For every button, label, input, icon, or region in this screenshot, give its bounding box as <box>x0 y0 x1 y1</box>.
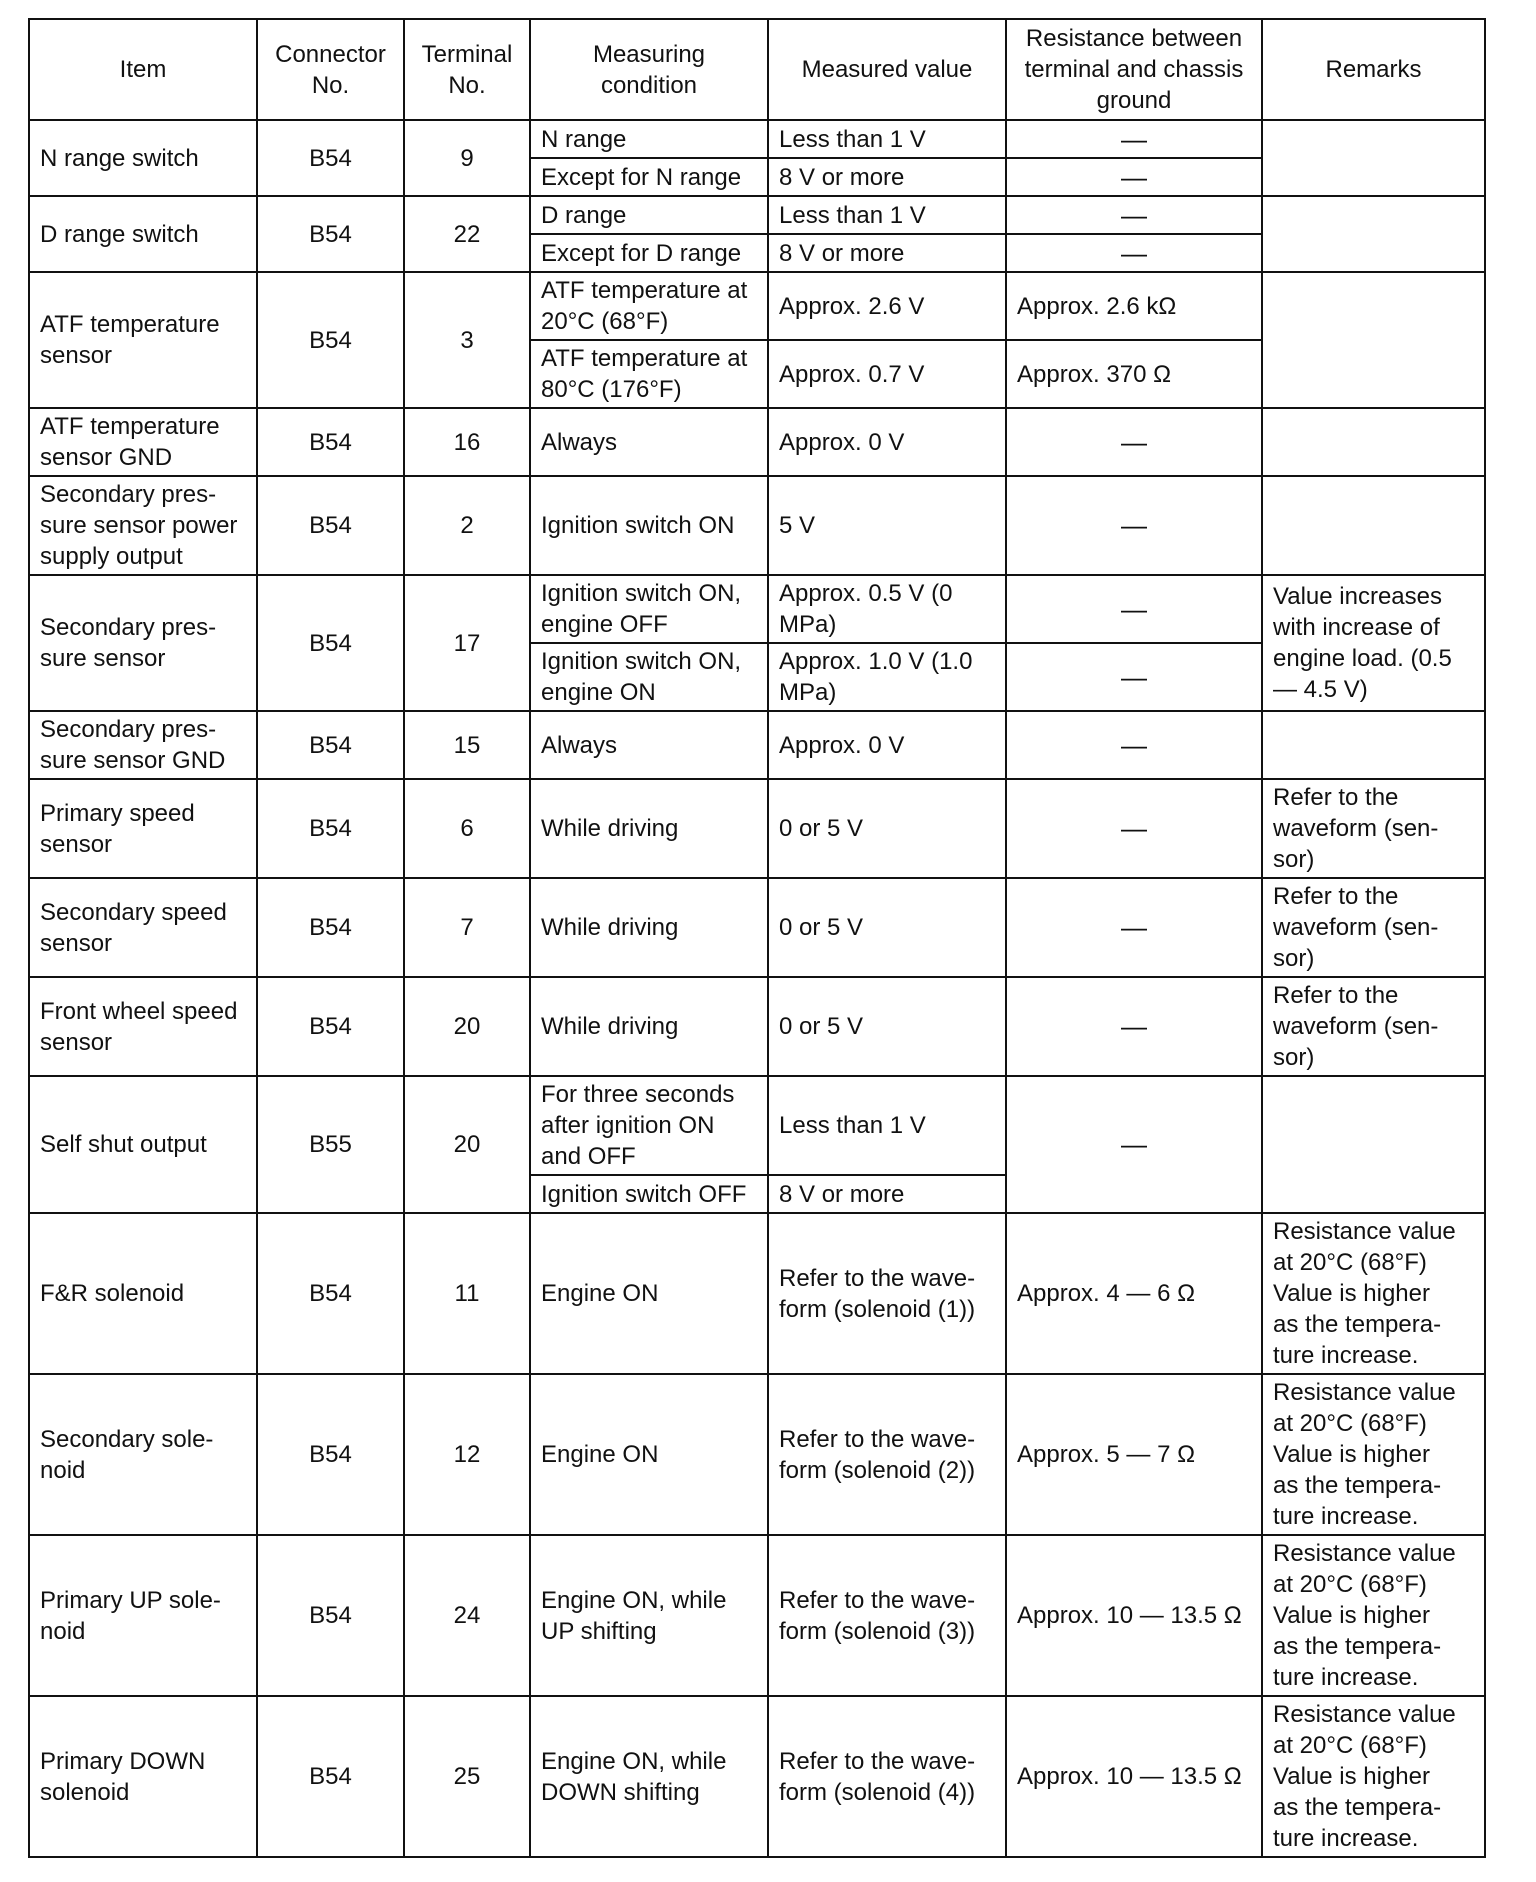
terminal-cell: 16 <box>404 408 530 476</box>
terminal-cell: 12 <box>404 1374 530 1535</box>
remarks-cell: Value increases with increase of engine load. (0.5 — 4.5 V) <box>1262 575 1485 711</box>
remarks-cell <box>1262 120 1485 196</box>
condition-cell: Engine ON <box>530 1213 768 1374</box>
resistance-cell: — <box>1006 878 1262 977</box>
value-cell: Less than 1 V <box>768 120 1006 158</box>
value-cell: Approx. 0.5 V (0 MPa) <box>768 575 1006 643</box>
value-cell: 8 V or more <box>768 158 1006 196</box>
table-row <box>29 575 1485 643</box>
resistance-cell: Approx. 5 — 7 Ω <box>1006 1374 1262 1535</box>
item-cell: Secondary pres- sure sensor GND <box>29 711 257 779</box>
terminal-cell: 6 <box>404 779 530 878</box>
connector-cell: B54 <box>257 779 404 878</box>
resistance-cell: Approx. 10 — 13.5 Ω <box>1006 1696 1262 1857</box>
value-cell: Approx. 2.6 V <box>768 272 1006 340</box>
value-cell: Approx. 1.0 V (1.0 MPa) <box>768 643 1006 711</box>
table-row <box>29 476 1485 575</box>
item-cell: Primary speed sensor <box>29 779 257 878</box>
value-cell: 0 or 5 V <box>768 878 1006 977</box>
terminal-cell: 11 <box>404 1213 530 1374</box>
terminal-cell: 7 <box>404 878 530 977</box>
remarks-cell: Refer to the waveform (sen- sor) <box>1262 779 1485 878</box>
terminal-cell: 3 <box>404 272 530 408</box>
condition-cell: While driving <box>530 977 768 1076</box>
condition-cell: Except for D range <box>530 234 768 272</box>
resistance-cell: — <box>1006 476 1262 575</box>
condition-cell: ATF temperature at 80°C (176°F) <box>530 340 768 408</box>
condition-cell: Engine ON, while UP shifting <box>530 1535 768 1696</box>
condition-cell: Always <box>530 711 768 779</box>
resistance-cell: — <box>1006 643 1262 711</box>
resistance-cell: — <box>1006 158 1262 196</box>
connector-cell: B54 <box>257 1696 404 1857</box>
resistance-cell: — <box>1006 408 1262 476</box>
value-cell: Less than 1 V <box>768 1076 1006 1175</box>
value-cell: 8 V or more <box>768 234 1006 272</box>
value-cell: Approx. 0 V <box>768 408 1006 476</box>
connector-cell: B54 <box>257 1374 404 1535</box>
item-cell: Primary DOWN solenoid <box>29 1696 257 1857</box>
connector-cell: B54 <box>257 575 404 711</box>
connector-cell: B54 <box>257 878 404 977</box>
condition-cell: Ignition switch ON, engine ON <box>530 643 768 711</box>
table-row <box>29 779 1485 878</box>
terminal-inspection-sheet <box>28 18 1484 1858</box>
connector-cell: B54 <box>257 196 404 272</box>
connector-cell: B54 <box>257 476 404 575</box>
remarks-cell: Resistance value at 20°C (68°F) Value is higher as the tempera- ture increase. <box>1262 1535 1485 1696</box>
terminal-cell: 25 <box>404 1696 530 1857</box>
value-cell: Approx. 0.7 V <box>768 340 1006 408</box>
condition-cell: While driving <box>530 878 768 977</box>
header-measuring-condition: Measuring condition <box>530 19 768 120</box>
condition-cell: While driving <box>530 779 768 878</box>
remarks-cell <box>1262 196 1485 272</box>
item-cell: Secondary pres- sure sensor power supply output <box>29 476 257 575</box>
condition-cell: Ignition switch OFF <box>530 1175 768 1213</box>
item-cell: Front wheel speed sensor <box>29 977 257 1076</box>
remarks-cell <box>1262 272 1485 408</box>
table-row <box>29 408 1485 476</box>
table-header <box>29 19 1485 120</box>
table-row <box>29 120 1485 158</box>
terminal-cell: 20 <box>404 977 530 1076</box>
connector-cell: B54 <box>257 408 404 476</box>
remarks-cell <box>1262 1076 1485 1213</box>
table-row <box>29 1374 1485 1535</box>
header-connector-no: Connector No. <box>257 19 404 120</box>
header-resistance: Resistance between terminal and chassis ground <box>1006 19 1262 120</box>
item-cell: Secondary sole- noid <box>29 1374 257 1535</box>
item-cell: ATF temperature sensor GND <box>29 408 257 476</box>
item-cell: N range switch <box>29 120 257 196</box>
resistance-cell: — <box>1006 1076 1262 1213</box>
condition-cell: N range <box>530 120 768 158</box>
remarks-cell: Resistance value at 20°C (68°F) Value is higher as the tempera- ture increase. <box>1262 1696 1485 1857</box>
value-cell: Refer to the wave- form (solenoid (3)) <box>768 1535 1006 1696</box>
condition-cell: Ignition switch ON <box>530 476 768 575</box>
condition-cell: Except for N range <box>530 158 768 196</box>
item-cell: ATF temperature sensor <box>29 272 257 408</box>
condition-cell: Engine ON <box>530 1374 768 1535</box>
connector-cell: B54 <box>257 977 404 1076</box>
resistance-cell: — <box>1006 575 1262 643</box>
table-row <box>29 1213 1485 1374</box>
remarks-cell <box>1262 408 1485 476</box>
value-cell: Refer to the wave- form (solenoid (1)) <box>768 1213 1006 1374</box>
table-body <box>29 120 1485 1857</box>
table-row <box>29 196 1485 234</box>
table-row <box>29 1076 1485 1175</box>
remarks-cell: Resistance value at 20°C (68°F) Value is higher as the tempera- ture increase. <box>1262 1213 1485 1374</box>
header-measured-value: Measured value <box>768 19 1006 120</box>
table-row <box>29 711 1485 779</box>
value-cell: 0 or 5 V <box>768 779 1006 878</box>
terminal-cell: 15 <box>404 711 530 779</box>
terminal-cell: 22 <box>404 196 530 272</box>
table-row <box>29 1535 1485 1696</box>
header-terminal-no: Terminal No. <box>404 19 530 120</box>
condition-cell: Ignition switch ON, engine OFF <box>530 575 768 643</box>
connector-cell: B54 <box>257 120 404 196</box>
condition-cell: For three seconds after ignition ON and OFF <box>530 1076 768 1175</box>
remarks-cell <box>1262 476 1485 575</box>
table-row <box>29 272 1485 340</box>
connector-cell: B54 <box>257 711 404 779</box>
value-cell: 0 or 5 V <box>768 977 1006 1076</box>
resistance-cell: Approx. 370 Ω <box>1006 340 1262 408</box>
value-cell: Refer to the wave- form (solenoid (2)) <box>768 1374 1006 1535</box>
item-cell: Secondary pres- sure sensor <box>29 575 257 711</box>
table-row <box>29 878 1485 977</box>
value-cell: Refer to the wave- form (solenoid (4)) <box>768 1696 1006 1857</box>
connector-cell: B54 <box>257 272 404 408</box>
condition-cell: Engine ON, while DOWN shifting <box>530 1696 768 1857</box>
value-cell: Approx. 0 V <box>768 711 1006 779</box>
remarks-cell <box>1262 711 1485 779</box>
value-cell: 8 V or more <box>768 1175 1006 1213</box>
resistance-cell: — <box>1006 234 1262 272</box>
condition-cell: ATF temperature at 20°C (68°F) <box>530 272 768 340</box>
resistance-cell: — <box>1006 977 1262 1076</box>
remarks-cell: Refer to the waveform (sen- sor) <box>1262 878 1485 977</box>
value-cell: 5 V <box>768 476 1006 575</box>
condition-cell: Always <box>530 408 768 476</box>
resistance-cell: — <box>1006 779 1262 878</box>
item-cell: Self shut output <box>29 1076 257 1213</box>
item-cell: Secondary speed sensor <box>29 878 257 977</box>
terminal-cell: 2 <box>404 476 530 575</box>
header-remarks: Remarks <box>1262 19 1485 120</box>
value-cell: Less than 1 V <box>768 196 1006 234</box>
item-cell: F&R solenoid <box>29 1213 257 1374</box>
terminal-cell: 20 <box>404 1076 530 1213</box>
terminal-cell: 24 <box>404 1535 530 1696</box>
remarks-cell: Refer to the waveform (sen- sor) <box>1262 977 1485 1076</box>
remarks-cell: Resistance value at 20°C (68°F) Value is higher as the tempera- ture increase. <box>1262 1374 1485 1535</box>
resistance-cell: Approx. 4 — 6 Ω <box>1006 1213 1262 1374</box>
resistance-cell: — <box>1006 120 1262 158</box>
terminal-cell: 9 <box>404 120 530 196</box>
header-item: Item <box>29 19 257 120</box>
header-row <box>29 19 1485 120</box>
table-row <box>29 977 1485 1076</box>
resistance-cell: — <box>1006 196 1262 234</box>
resistance-cell: Approx. 10 — 13.5 Ω <box>1006 1535 1262 1696</box>
connector-cell: B54 <box>257 1213 404 1374</box>
resistance-cell: Approx. 2.6 kΩ <box>1006 272 1262 340</box>
terminal-inspection-table <box>28 18 1486 1858</box>
terminal-cell: 17 <box>404 575 530 711</box>
item-cell: D range switch <box>29 196 257 272</box>
table-row <box>29 1696 1485 1857</box>
connector-cell: B55 <box>257 1076 404 1213</box>
item-cell: Primary UP sole- noid <box>29 1535 257 1696</box>
condition-cell: D range <box>530 196 768 234</box>
resistance-cell: — <box>1006 711 1262 779</box>
connector-cell: B54 <box>257 1535 404 1696</box>
